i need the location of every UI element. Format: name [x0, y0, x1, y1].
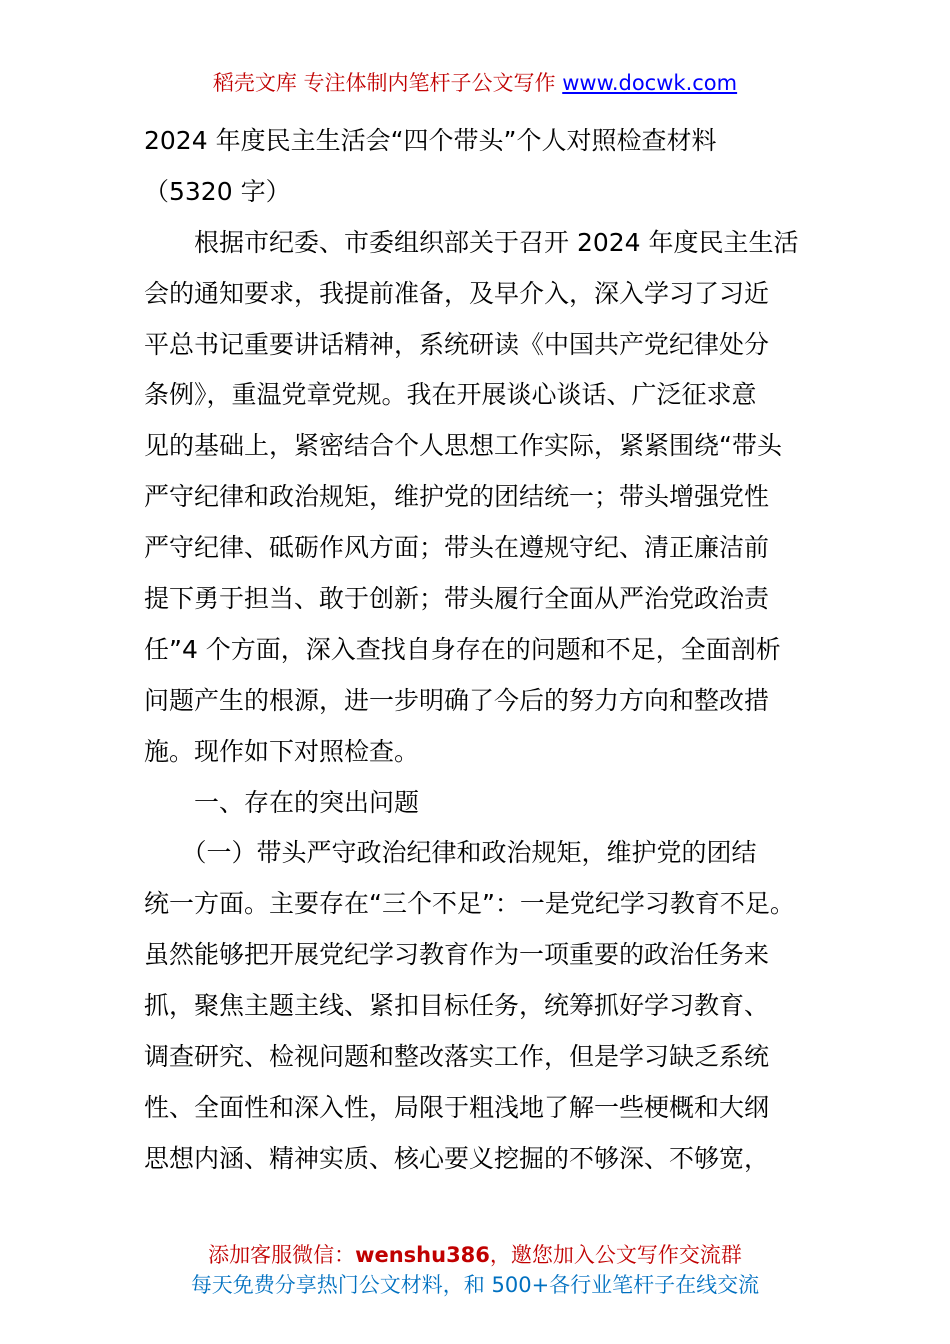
paragraph-line: 提下勇于担当、敢于创新；带头履行全面从严治党政治责	[144, 584, 770, 614]
paragraph-line: 统一方面。主要存在“三个不足”：一是党纪学习教育不足。	[144, 889, 795, 919]
footer-share-line: 每天免费分享热门公文材料，和 500+各行业笔杆子在线交流	[190, 1273, 760, 1297]
document-body	[144, 116, 808, 1185]
footer-wechat-id: wenshu386	[355, 1243, 490, 1267]
paragraph-line: 根据市纪委、市委组织部关于召开 2024 年度民主生活	[144, 227, 799, 257]
paragraph-line: 调查研究、检视问题和整改落实工作，但是学习缺乏系统	[144, 1042, 770, 1072]
paragraph-line: 抓，聚焦主题主线、紧扣目标任务，统筹抓好学习教育、	[144, 991, 770, 1021]
section-heading: 一、存在的突出问题	[144, 787, 420, 817]
paragraph-line: 平总书记重要讲话精神，系统研读《中国共产党纪律处分	[144, 329, 770, 359]
paragraph-line: 思想内涵、精神实质、核心要义挖掘的不够深、不够宽，	[144, 1143, 770, 1173]
footer-wechat-line	[0, 1240, 950, 1270]
site-header	[0, 68, 950, 98]
paragraph-line: 虽然能够把开展党纪学习教育作为一项重要的政治任务来	[144, 940, 770, 970]
site-url-link[interactable]: www.docwk.com	[562, 71, 738, 95]
paragraph-line: 严守纪律和政治规矩，维护党的团结统一；带头增强党性	[144, 482, 770, 512]
paragraph-line: 见的基础上，紧密结合个人思想工作实际，紧紧围绕“带头	[144, 431, 782, 461]
paragraph-line: 任”4 个方面，深入查找自身存在的问题和不足，全面剖析	[144, 634, 781, 664]
paragraph-line: （一）带头严守政治纪律和政治规矩，维护党的团结	[144, 838, 757, 868]
paragraph-line: 严守纪律、砥砺作风方面；带头在遵规守纪、清正廉洁前	[144, 533, 770, 563]
footer-wechat-prefix: 添加客服微信：	[208, 1243, 356, 1267]
site-footer	[0, 1240, 950, 1300]
footer-wechat-suffix: ，邀您加入公文写作交流群	[489, 1243, 742, 1267]
paragraph-line: 问题产生的根源，进一步明确了今后的努力方向和整改措	[144, 685, 770, 715]
document-title-line-2: （5320 字）	[144, 176, 291, 206]
document-title-line-1: 2024 年度民主生活会“四个带头”个人对照检查材料	[144, 126, 717, 155]
paragraph-line: 会的通知要求，我提前准备，及早介入，深入学习了习近	[144, 278, 770, 308]
paragraph-line: 条例》，重温党章党规。我在开展谈心谈话、广泛征求意	[144, 380, 757, 410]
site-slogan: 稻壳文库 专注体制内笔杆子公文写作	[212, 71, 563, 95]
paragraph-line: 性、全面性和深入性，局限于粗浅地了解一些梗概和大纲	[144, 1092, 770, 1122]
paragraph-line: 施。现作如下对照检查。	[144, 736, 420, 766]
